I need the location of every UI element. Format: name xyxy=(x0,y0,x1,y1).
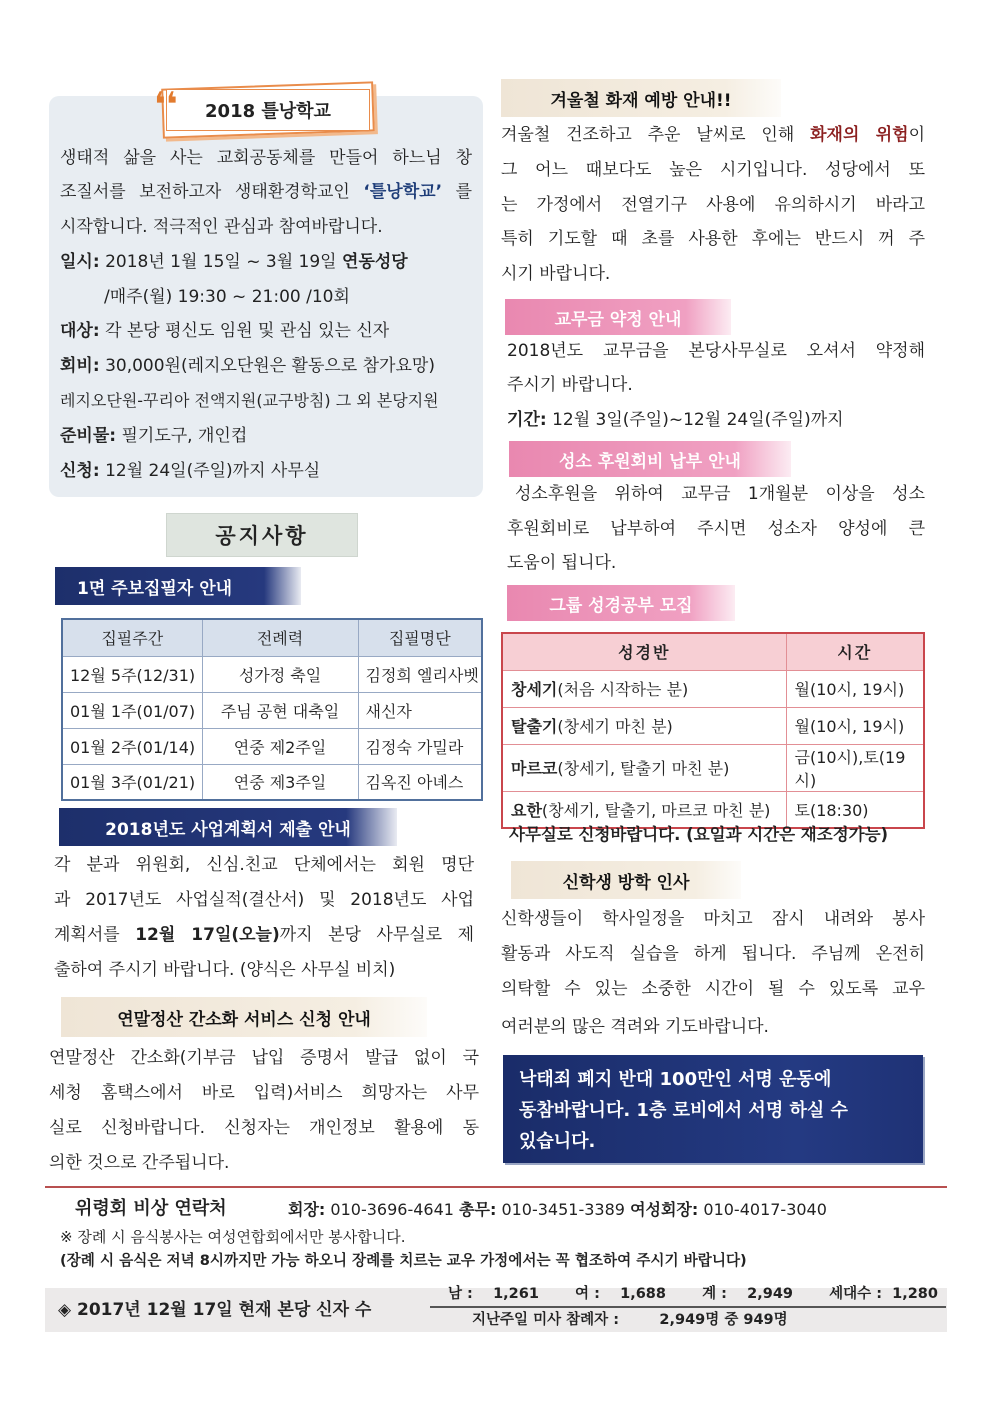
writers-col-liturgy: 전례력 xyxy=(202,619,358,656)
cell: 01월 2주(01/14) xyxy=(62,728,202,764)
vocation-line-2: 후원회비로 납부하여 주시면 성소자 양성에 큰 xyxy=(507,519,925,539)
cell: 김옥진 아녜스 xyxy=(358,764,482,800)
petition-line-3: 있습니다. xyxy=(519,1131,596,1152)
bible-col-class: 성경반 xyxy=(502,633,786,670)
seminarian-line-4: 여러분의 많은 격려와 기도바랍니다. xyxy=(501,1017,769,1037)
bible-heading: 그룹 성경공부 모집 xyxy=(507,585,735,621)
tuelnyang-fee-note: 레지오단원-꾸리아 전액지원(교구방침) 그 외 본당지원 xyxy=(60,391,439,410)
tuelnyang-apply: 신청: 12월 24일(주일)까지 사무실 xyxy=(60,461,321,481)
cell: 12월 5주(12/31) xyxy=(62,656,202,692)
cell: 김정희 엘리사벳 xyxy=(358,656,482,692)
contacts-phones: 회장: 010-3696-4641 총무: 010-3451-3389 여성회장: 010-4017-3040 xyxy=(288,1200,827,1219)
dues-heading: 교무금 약정 안내 xyxy=(505,299,731,335)
dues-line-2: 주시기 바랍니다. xyxy=(507,375,633,395)
cell: 연중 제2주일 xyxy=(202,728,358,764)
fire-line-2: 그 어느 때보다도 높은 시기입니다. 성당에서 또 xyxy=(501,160,925,180)
tuelnyang-target: 대상: 각 본당 평신도 임원 및 관심 있는 신자 xyxy=(60,321,390,341)
census-title: ◈ 2017년 12월 17일 현재 본당 신자 수 xyxy=(58,1300,372,1320)
dues-period: 기간: 12월 3일(주일)~12월 24일(주일)까지 xyxy=(507,410,844,430)
tuelnyang-intro-3: 시작합니다. 적극적인 관심과 참여바랍니다. xyxy=(60,217,383,237)
census-divider xyxy=(430,1306,946,1308)
quote-icon: ❛❛ xyxy=(154,85,178,125)
cell: 월(10시, 19시) xyxy=(786,707,924,744)
contacts-note-1: ※ 장례 시 음식봉사는 여성연합회에서만 봉사합니다. xyxy=(60,1228,406,1246)
fire-heading: 겨울철 화재 예방 안내!! xyxy=(501,79,781,117)
cell: 요한(창세기, 탈출기, 마르코 마친 분) xyxy=(502,791,786,828)
table-row xyxy=(502,670,924,707)
cell: 김정숙 가밀라 xyxy=(358,728,482,764)
plan-line-2: 과 2017년도 사업실적(결산서) 및 2018년도 사업 xyxy=(54,890,474,910)
census-mass: 지난주일 미사 참례자 : 2,949명 중 949명 xyxy=(472,1312,788,1328)
fire-line-4: 특히 기도할 때 초를 사용한 후에는 반드시 꺼 주 xyxy=(501,229,925,249)
footer-divider xyxy=(45,1186,947,1188)
plan-heading: 2018년도 사업계획서 제출 안내 xyxy=(59,808,397,846)
contacts-note-2: (장례 시 음식은 저녁 8시까지만 가능 하오니 장례를 치르는 교우 가정에서는 꼭 협조하여 주시기 바랍니다) xyxy=(60,1252,747,1269)
seminarian-line-2: 활동과 사도직 실습을 하게 됩니다. 주님께 온전히 xyxy=(501,944,925,964)
cell: 월(10시, 19시) xyxy=(786,670,924,707)
tax-line-4: 의한 것으로 간주됩니다. xyxy=(49,1153,230,1173)
fire-line-1: 겨울철 건조하고 추운 날씨로 인해 화재의 위험이 xyxy=(501,125,926,145)
petition-line-1: 낙태죄 폐지 반대 100만인 서명 운동에 xyxy=(519,1069,832,1090)
table-row xyxy=(62,692,482,728)
petition-banner xyxy=(503,1055,923,1163)
cell: 마르코(창세기, 탈출기 마친 분) xyxy=(502,744,786,791)
seminarian-heading: 신학생 방학 인사 xyxy=(511,861,741,899)
cell: 금(10시),토(19시) xyxy=(786,744,924,791)
writers-col-writer: 집필명단 xyxy=(358,619,482,656)
seminarian-line-3: 의탁할 수 있는 소중한 시간이 될 수 있도록 교우 xyxy=(501,979,925,999)
table-row xyxy=(62,728,482,764)
cell: 창세기(처음 시작하는 분) xyxy=(502,670,786,707)
cell: 01월 3주(01/21) xyxy=(62,764,202,800)
tax-line-3: 실로 신청바랍니다. 신청자는 개인정보 활용에 동 xyxy=(49,1118,479,1138)
census-counts: 남 : 1,261 여 : 1,688 계 : 2,949 세대수 : 1,280 xyxy=(448,1286,938,1302)
tuelnyang-title: 2018 틀낭학교 xyxy=(166,89,370,131)
tuelnyang-date: 일시: 2018년 1월 15일 ~ 3월 19일 연동성당 xyxy=(60,252,408,272)
cell: 성가정 축일 xyxy=(202,656,358,692)
cell: 01월 1주(01/07) xyxy=(62,692,202,728)
dues-line-1: 2018년도 교무금을 본당사무실로 오셔서 약정해 xyxy=(507,341,925,361)
table-row xyxy=(502,707,924,744)
cell: 주님 공현 대축일 xyxy=(202,692,358,728)
notice-heading: 공지사항 xyxy=(166,513,358,557)
cell: 새신자 xyxy=(358,692,482,728)
plan-line-1: 각 분과 위원회, 신심.친교 단체에서는 회원 명단 xyxy=(54,855,474,875)
vocation-line-3: 도움이 됩니다. xyxy=(507,553,617,573)
tax-heading: 연말정산 간소화 서비스 신청 안내 xyxy=(61,997,427,1037)
table-row xyxy=(502,744,924,791)
cell: 탈출기(창세기 마친 분) xyxy=(502,707,786,744)
plan-line-4: 출하여 주시기 바랍니다. (양식은 사무실 비치) xyxy=(54,960,396,980)
tuelnyang-intro-2: 조질서를 보전하고자 생태환경학교인 ‘틀낭학교’ 를 xyxy=(60,182,473,202)
writers-heading: 1면 주보집필자 안내 xyxy=(55,567,301,605)
tax-line-2: 세청 홈택스에서 바로 입력)서비스 희망자는 사무 xyxy=(49,1083,479,1103)
cell: 토(18:30) xyxy=(786,791,924,828)
seminarian-line-1: 신학생들이 학사일정을 마치고 잠시 내려와 봉사 xyxy=(501,909,925,929)
fire-line-3: 는 가정에서 전열기구 사용에 유의하시기 바라고 xyxy=(501,195,925,215)
vocation-line-1: 성소후원을 위하여 교무금 1개월분 이상을 성소 xyxy=(515,484,925,504)
plan-line-3: 계획서를 12월 17일(오늘)까지 본당 사무실로 제 xyxy=(54,925,475,945)
table-row xyxy=(62,764,482,800)
tuelnyang-intro-1: 생태적 삶을 사는 교회공동체를 만들어 하느님 창 xyxy=(60,148,472,168)
table-row xyxy=(62,656,482,692)
petition-line-2: 동참바랍니다. 1층 로비에서 서명 하실 수 xyxy=(519,1100,848,1121)
tuelnyang-supplies: 준비물: 필기도구, 개인컵 xyxy=(60,426,248,446)
bible-note: 사무실로 신청바랍니다. (요일과 시간은 재조정가능) xyxy=(509,825,889,844)
vocation-heading: 성소 후원회비 납부 안내 xyxy=(509,441,791,477)
bible-col-time: 시간 xyxy=(786,633,924,670)
contacts-heading: 위령회 비상 연락처 xyxy=(75,1198,227,1219)
tuelnyang-fee: 회비: 30,000원(레지오단원은 활동으로 참가요망) xyxy=(60,356,435,376)
tuelnyang-time: /매주(월) 19:30 ~ 21:00 /10회 xyxy=(104,287,350,307)
fire-line-5: 시기 바랍니다. xyxy=(501,264,611,284)
writers-col-week: 집필주간 xyxy=(62,619,202,656)
bible-table xyxy=(501,632,925,829)
writers-table xyxy=(61,618,483,801)
cell: 연중 제3주일 xyxy=(202,764,358,800)
tax-line-1: 연말정산 간소화(기부금 납입 증명서 발급 없이 국 xyxy=(49,1048,479,1068)
